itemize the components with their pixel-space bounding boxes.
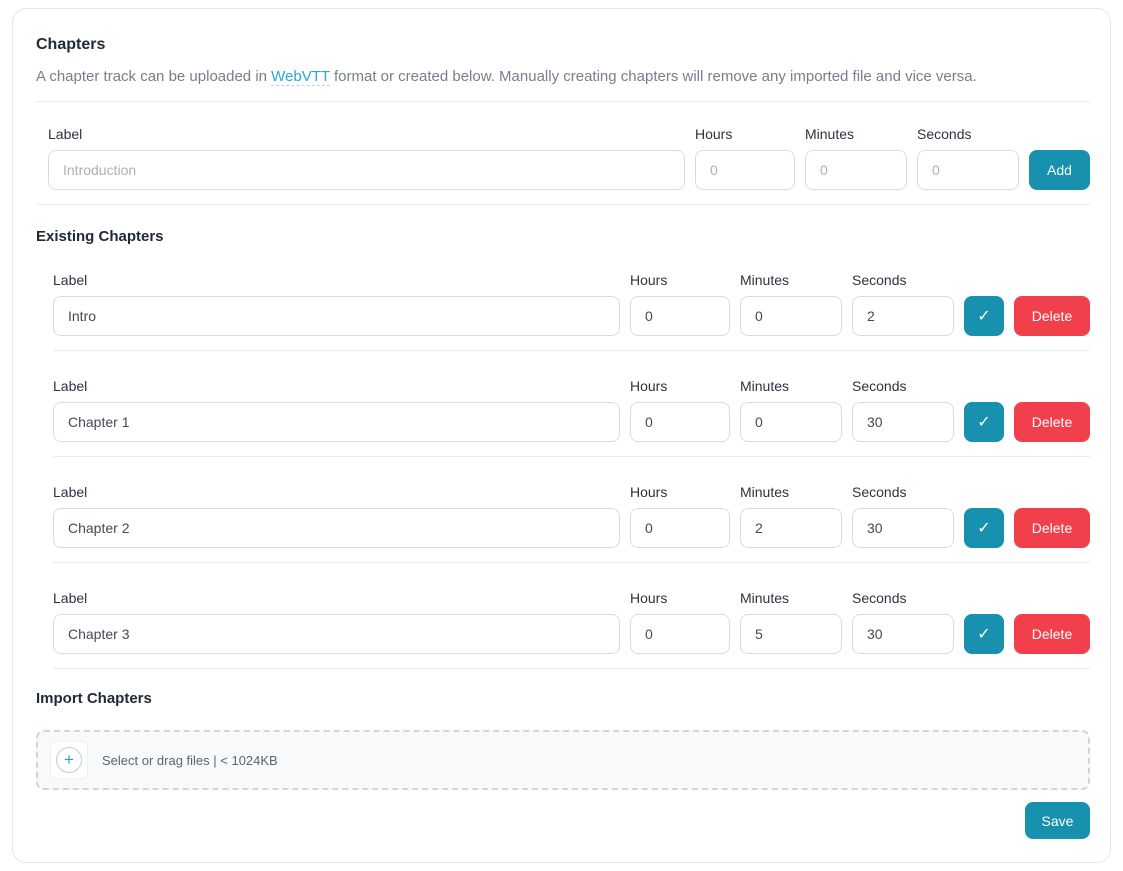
check-icon: ✓ [977, 308, 991, 325]
chapter-minutes-input[interactable] [740, 614, 842, 654]
check-icon: ✓ [977, 520, 991, 537]
minutes-column-header: Minutes [740, 590, 790, 606]
description-before-link: A chapter track can be uploaded in [36, 68, 272, 85]
delete-chapter-button[interactable]: Delete [1014, 402, 1090, 442]
chapter-label-input[interactable] [53, 296, 620, 336]
chapter-label-input[interactable] [53, 402, 620, 442]
chapter-seconds-input[interactable] [852, 402, 954, 442]
add-chapter-button[interactable]: Add [1029, 150, 1090, 190]
new-chapter-label-input[interactable] [48, 150, 685, 190]
description-text [36, 68, 1090, 85]
chapter-seconds-input[interactable] [852, 614, 954, 654]
hours-column-header: Hours [630, 378, 668, 394]
chapter-row-headers [53, 272, 1090, 288]
add-form-headers [48, 126, 1090, 142]
seconds-column-header: Seconds [852, 484, 907, 500]
delete-chapter-button[interactable]: Delete [1014, 508, 1090, 548]
seconds-column-header: Seconds [917, 126, 972, 142]
label-column-header: Label [48, 126, 83, 142]
confirm-chapter-button[interactable] [964, 402, 1004, 442]
select-files-button[interactable] [50, 741, 88, 779]
add-form-inputs [48, 150, 1090, 190]
chapter-row-headers [53, 590, 1090, 606]
hours-column-header: Hours [630, 484, 668, 500]
delete-chapter-button[interactable]: Delete [1014, 296, 1090, 336]
label-column-header: Label [53, 590, 88, 606]
save-button[interactable]: Save [1025, 802, 1090, 839]
chapter-hours-input[interactable] [630, 296, 730, 336]
chapter-row-inputs [53, 402, 1090, 442]
chapter-seconds-input[interactable] [852, 296, 954, 336]
new-chapter-minutes-input[interactable] [805, 150, 907, 190]
add-chapter-form [48, 126, 1090, 190]
chapter-hours-input[interactable] [630, 508, 730, 548]
chapter-row-inputs [53, 296, 1090, 336]
check-icon: ✓ [977, 414, 991, 431]
minutes-column-header: Minutes [740, 272, 790, 288]
chapter-row-inputs [53, 614, 1090, 654]
seconds-column-header: Seconds [852, 378, 907, 394]
chapter-row-headers [53, 378, 1090, 394]
label-column-header: Label [53, 378, 88, 394]
divider [36, 204, 1090, 205]
confirm-chapter-button[interactable] [964, 296, 1004, 336]
chapter-hours-input[interactable] [630, 402, 730, 442]
existing-chapters-heading: Existing Chapters [36, 228, 164, 245]
file-dropzone[interactable] [36, 730, 1090, 790]
chapter-label-input[interactable] [53, 614, 620, 654]
chapter-seconds-input[interactable] [852, 508, 954, 548]
dropzone-hint: Select or drag files | < 1024KB [102, 752, 278, 768]
chapter-row [53, 272, 1090, 351]
webvtt-link[interactable]: WebVTT [271, 68, 330, 85]
import-chapters-section [36, 690, 1090, 790]
seconds-column-header: Seconds [852, 272, 907, 288]
chapter-minutes-input[interactable] [740, 508, 842, 548]
new-chapter-hours-input[interactable] [695, 150, 795, 190]
label-column-header: Label [53, 272, 88, 288]
minutes-column-header: Minutes [805, 126, 855, 142]
divider [36, 101, 1090, 102]
chapter-hours-input[interactable] [630, 614, 730, 654]
footer [36, 802, 1090, 839]
chapters-panel [12, 8, 1111, 863]
existing-chapters-section [36, 228, 1090, 669]
chapter-minutes-input[interactable] [740, 296, 842, 336]
hours-column-header: Hours [695, 126, 733, 142]
confirm-chapter-button[interactable] [964, 508, 1004, 548]
chapter-row [53, 590, 1090, 669]
delete-chapter-button[interactable]: Delete [1014, 614, 1090, 654]
chapter-row-inputs [53, 508, 1090, 548]
chapter-row-headers [53, 484, 1090, 500]
hours-column-header: Hours [630, 590, 668, 606]
new-chapter-seconds-input[interactable] [917, 150, 1019, 190]
chapter-row [53, 484, 1090, 563]
hours-column-header: Hours [630, 272, 668, 288]
chapter-label-input[interactable] [53, 508, 620, 548]
confirm-chapter-button[interactable] [964, 614, 1004, 654]
seconds-column-header: Seconds [852, 590, 907, 606]
minutes-column-header: Minutes [740, 484, 790, 500]
minutes-column-header: Minutes [740, 378, 790, 394]
chapter-row [53, 378, 1090, 457]
label-column-header: Label [53, 484, 88, 500]
description-after-link: format or created below. Manually creating chapters will remove any imported file and vice versa. [329, 68, 977, 85]
plus-icon: + [56, 747, 82, 773]
chapter-minutes-input[interactable] [740, 402, 842, 442]
check-icon: ✓ [977, 626, 991, 643]
import-chapters-heading: Import Chapters [36, 690, 152, 707]
page-title: Chapters [36, 36, 106, 53]
